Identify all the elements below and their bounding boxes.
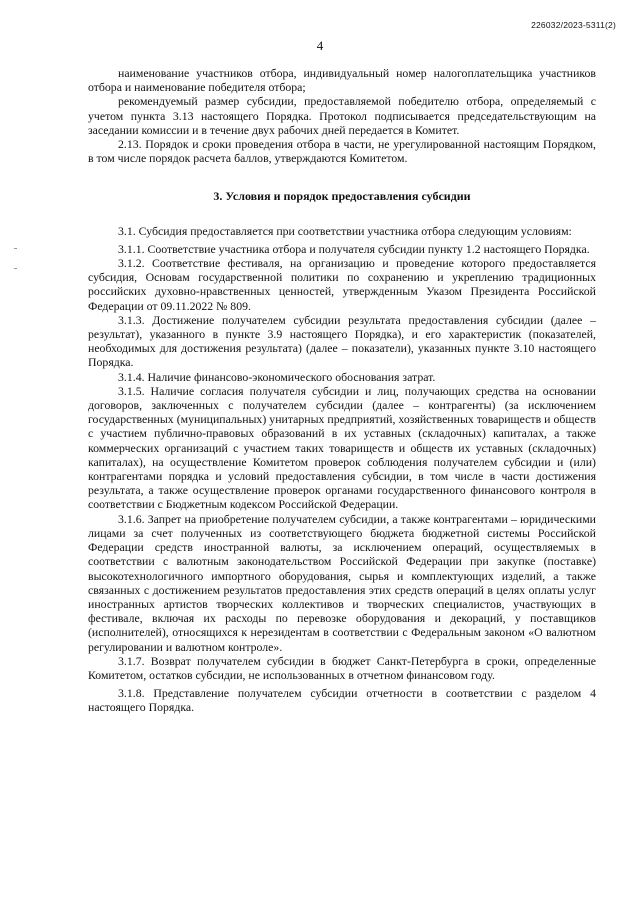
margin-mark — [14, 248, 17, 249]
document-id: 226032/2023-5311(2) — [531, 20, 616, 30]
document-body — [88, 66, 596, 715]
paragraph-3-1-2: 3.1.2. Соответствие фестиваля, на организацию и проведение которого предоставляется субсидия, Основам государственной политики по сохранению и укреплению традиционных российских духовно-нравственных ценностей, утвержденным Указом Президента Российской Федерации от 09.11.2022 № 809. — [88, 256, 596, 313]
paragraph-recommended-subsidy: рекомендуемый размер субсидии, предоставляемой победителю отбора, определяемый с учетом пункта 3.13 настоящего Порядка. Протокол подписывается председательствующим на заседании комиссии и в течение двух рабочих дней передается в Комитет. — [88, 94, 596, 137]
paragraph-3-1-8: 3.1.8. Представление получателем субсидии отчетности в соответствии с разделом 4 настоящего Порядка. — [88, 686, 596, 715]
paragraph-3-1: 3.1. Субсидия предоставляется при соответствии участника отбора следующим условиям: — [118, 223, 572, 238]
paragraph-3-1-4: 3.1.4. Наличие финансово-экономического обоснования затрат. — [118, 369, 436, 384]
page-number: 4 — [316, 38, 324, 53]
paragraph-2-13: 2.13. Порядок и сроки проведения отбора в части, не урегулированной настоящим Порядком, в том числе порядок расчета баллов, утверждаются Комитетом. — [88, 137, 596, 166]
paragraph-3-1-1: 3.1.1. Соответствие участника отбора и получателя субсидии пункту 1.2 настоящего Порядка. — [118, 241, 590, 256]
paragraph-3-1-6: 3.1.6. Запрет на приобретение получателем субсидии, а также контрагентами – юридическими лицами за счет полученных из соответствующего бюджета бюджетной системы Российской Федерации средств иностранной валюты, за исключением операций, осуществляемых в соответствии с валютным законодательством Российской Федерации при закупке (поставке) высокотехнологичного импортного оборудования, сырья и комплектующих изделий, а также связанных с достижением результатов предоставления этих средств операций в целях оплаты услуг иностранных артистов творческих коллективов и творческих специалистов, участвующих в фестивале, включая их расходы по перевозке оборудования и декораций, у поставщиков (исполнителей), относящихся к нерезидентам в соответствии с Федеральным законом «О валютном регулировании и валютном контроле». — [88, 511, 596, 654]
paragraph-3-1-5: 3.1.5. Наличие согласия получателя субсидии и лиц, получающих средства на основании договоров, заключенных с получателем субсидии (далее – контрагенты) (за исключением государственных (муниципальных) унитарных предприятий, хозяйственных товариществ и обществ с участием публично-правовых образований в их уставных (складочных) капиталах, а также коммерческих организаций с участием таких товариществ и обществ их уставных (складочных) капиталах), на осуществление Комитетом проверок соблюдения получателем субсидии и (или) контрагентами порядка и условий предоставления субсидии, в том числе в части достижения результата, а также осуществление проверок органами государственного финансового контроля в соответствии с Бюджетным кодексом Российской Федерации. — [88, 383, 596, 512]
margin-mark — [14, 268, 17, 269]
section-title: 3. Условия и порядок предоставления субсидии — [213, 189, 471, 204]
paragraph-participants-names: наименование участников отбора, индивидуальный номер налогоплательщика участников отбора и наименование победителя отбора; — [88, 66, 596, 95]
paragraph-3-1-7: 3.1.7. Возврат получателем субсидии в бюджет Санкт-Петербурга в сроки, определенные Комитетом, остатков субсидии, не использованных в отчетном финансовом году. — [88, 653, 596, 682]
paragraph-3-1-3: 3.1.3. Достижение получателем субсидии результата предоставления субсидии (далее – результат), указанного в пункте 3.9 настоящего Порядка), и его характеристик (показателей, необходимых для достижения результата) (далее – показатели), указанных пункте 3.10 настоящего Порядка. — [88, 312, 596, 370]
